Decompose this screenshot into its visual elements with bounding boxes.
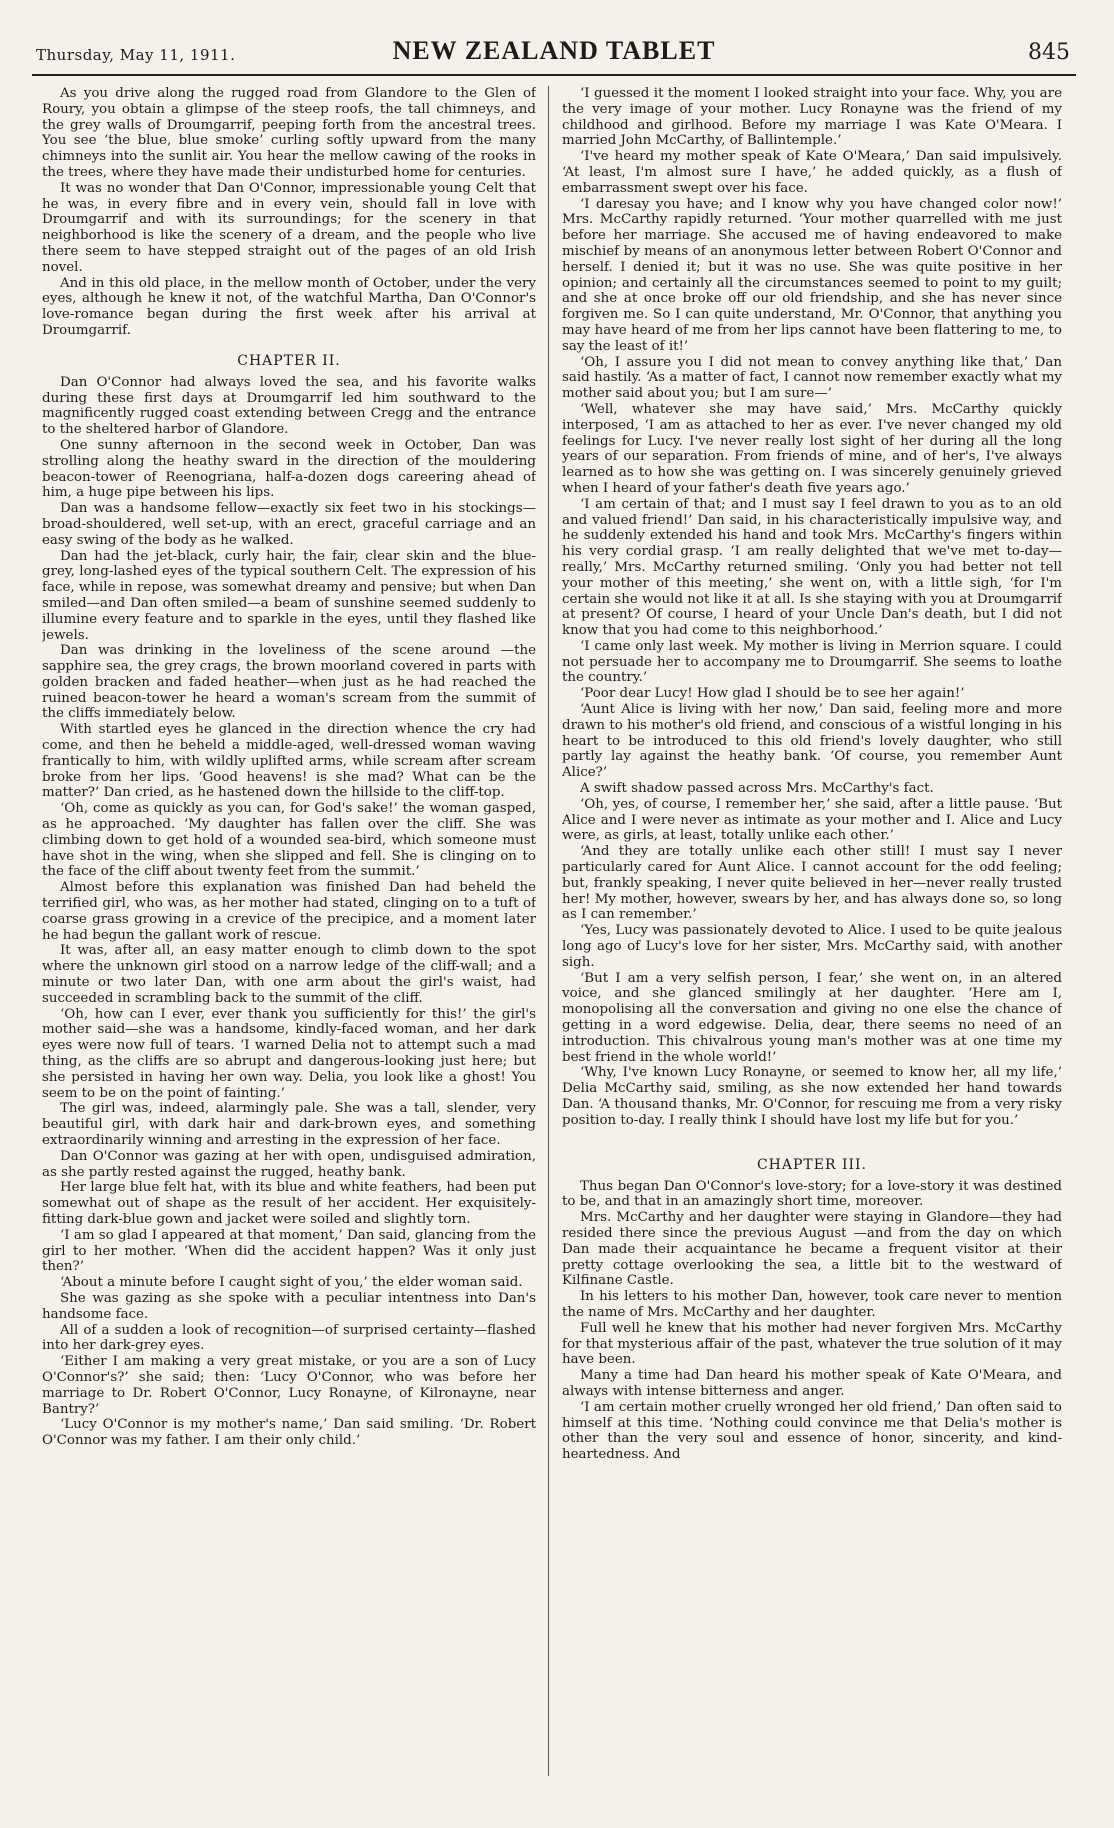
paragraph: ‘Oh, yes, of course, I remember her,’ she said, after a little pause. ‘But Alice and I were never as intimate as your mother and I. Alice and Lucy were, as girls, at least, totally unlike each other.’ bbox=[562, 796, 1062, 844]
paragraph: ‘I am certain of that; and I must say I feel drawn to you as to an old and valued friend!’ Dan said, in his characteristically impulsive way, and he suddenly extended his hand and took Mrs. McCarthy's fingers within his very cordial grasp. ‘I am really delighted that we've met to-day—really,’ Mrs. McCarthy returned smiling. ‘Only you had better not tell your mother of this meeting,’ she went on, with a little sigh, ‘for I'm certain she would not like it at all. Is she staying with you at Droumgarrif at present? Of course, I heard of your Uncle Dan's death, but I did not know that you had come to this neighborhood.’ bbox=[562, 496, 1062, 639]
paragraph: ‘About a minute before I caught sight of you,’ the elder woman said. bbox=[60, 1275, 523, 1291]
paragraph: ‘I am so glad I appeared at that moment,’ Dan said, glancing from the girl to her mother. ‘When did the accident happen? Was it only just then?’ bbox=[42, 1227, 536, 1275]
paragraph: Mrs. McCarthy and her daughter were staying in Glandore—they had resided there since the previous August —and from the day on which Dan made their acquaintance he became a frequent visitor at their pretty cottage overlooking the sea, a little bit to the westward of Kilfinane Castle. bbox=[562, 1210, 1062, 1289]
paragraph: ‘I've heard my mother speak of Kate O'Meara,’ Dan said impulsively. ‘At least, I'm almost sure I have,’ he added quickly, as a flush of embarrassment swept over his face. bbox=[562, 149, 1062, 196]
paragraph: Many a time had Dan heard his mother speak of Kate O'Meara, and always with intense bitterness and anger. bbox=[562, 1368, 1062, 1399]
paragraph: ‘Lucy O'Connor is my mother's name,’ Dan said smiling. ‘Dr. Robert O'Connor was my father. I am their only child.’ bbox=[42, 1417, 536, 1449]
paragraph: With startled eyes he glanced in the direction whence the cry had come, and then he beheld a middle-aged, well-dressed woman waving frantically to him, with wildly uplifted arms, while scream after scream broke from her lips. ‘Good heavens! is she mad? What can be the matter?’ Dan cried, as he hastened down the hillside to the cliff-top. bbox=[42, 722, 536, 801]
paragraph: ‘Well, whatever she may have said,’ Mrs. McCarthy quickly interposed, ‘I am as attached to her as ever. I've never changed my old feelings for Lucy. I've never really lost sight of her during all the long years of our separation. From friends of mine, and of her's, I've always learned as to how she was getting on. I was sincerely genuinely grieved when I heard of your father's death five years ago.’ bbox=[562, 401, 1062, 496]
paragraph: ‘I daresay you have; and I know why you have changed color now!’ Mrs. McCarthy rapidly returned. ‘Your mother quarrelled with me just before her marriage. She accused me of having endeavored to make mischief by means of an anonymous letter between Robert O'Connor and herself. I denied it; but it was no use. She was quite positive in her opinion; and certainly all the circumstances seemed to point to my guilt; and she at once broke off our old friendship, and she has never since forgiven me. So I can quite understand, Mr. O'Connor, that anything you may have heard of me from her lips cannot have been flattering to me, to say the least of it!’ bbox=[562, 196, 1062, 354]
right-column-section-1 bbox=[562, 86, 1062, 1129]
paragraph: ‘I came only last week. My mother is living in Merrion square. I could not persuade her to accompany me to Droumgarrif. She seems to loathe the country.’ bbox=[562, 638, 1062, 686]
paragraph: Thus began Dan O'Connor's love-story; for a love-story it was destined to be, and that in an amazingly short time, moreover. bbox=[562, 1178, 1062, 1210]
left-column-section-2 bbox=[42, 375, 536, 1449]
paragraph: The girl was, indeed, alarmingly pale. She was a tall, slender, very beautiful girl, with dark hair and dark-brown eyes, and something extraordinarily winning and arresting in the expression of her face. bbox=[42, 1101, 536, 1148]
paragraph: ‘Either I am making a very great mistake, or you are a son of Lucy O'Connor's?’ she said; then: ‘Lucy O'Connor, who was before her marriage to Dr. Robert O'Connor, Lucy Ronayne, of Kilronayne, near Bantry?’ bbox=[42, 1354, 536, 1417]
paragraph: Dan had the jet-black, curly hair, the fair, clear skin and the blue-grey, long-lashed eyes of the typical southern Celt. The expression of his face, while in repose, was somewhat dreamy and pensive; but when Dan smiled—and Dan often smiled—a beam of sunshine seemed suddenly to illumine every feature and to sparkle in the eyes, until they flashed like jewels. bbox=[42, 548, 536, 643]
page-number: 845 bbox=[1028, 40, 1070, 65]
paragraph: All of a sudden a look of recognition—of surprised certainty—flashed into her dark-grey eyes. bbox=[42, 1322, 536, 1354]
paragraph: Dan O'Connor was gazing at her with open, undisguised admiration, as she partly rested against the rugged, heathy bank. bbox=[42, 1148, 536, 1180]
paragraph: ‘I am certain mother cruelly wronged her old friend,’ Dan often said to himself at this time. ‘Nothing could convince me that Delia's mother is other than the very soul and essence of honor, sincerity, and kind-heartedness. And bbox=[562, 1399, 1062, 1463]
paragraph: Dan O'Connor had always loved the sea, and his favorite walks during these first days at Droumgarrif led him southward to the magnificently rugged coast extending between Cregg and the entrance to the sheltered harbor of Glandore. bbox=[42, 374, 536, 438]
paragraph: As you drive along the rugged road from Glandore to the Glen of Roury, you obtain a glimpse of the steep roofs, the tall chimneys, and the grey walls of Droumgarrif, peeping forth from the ancestral trees. You see ‘the blue, blue smoke’ curling softly upward from the many chimneys into the sunlit air. You hear the mellow cawing of the rooks in the trees, where they have made their undisturbed home for centuries. bbox=[42, 86, 536, 180]
paragraph: And in this old place, in the mellow month of October, under the very eyes, although he knew it not, of the watchful Martha, Dan O'Connor's love-romance began during the first week after his arrival at Droumgarrif. bbox=[42, 275, 536, 338]
paragraph: It was, after all, an easy matter enough to climb down to the spot where the unknown girl stood on a narrow ledge of the cliff-wall; and a minute or two later Dan, with one arm about the girl's waist, had succeeded in scrambling back to the summit of the cliff. bbox=[42, 943, 536, 1006]
paragraph: ‘Oh, come as quickly as you can, for God's sake!’ the woman gasped, as he approached. ‘My daughter has fallen over the cliff. She was climbing down to get hold of a wounded sea-bird, which someone must have shot in the wing, when she slipped and fell. She is clinging on to the face of the cliff about twenty feet from the summit.’ bbox=[42, 801, 536, 880]
paragraph: Dan was drinking in the loveliness of the scene around —the sapphire sea, the grey crags, the brown moorland covered in parts with golden bracken and faded heather—when just as he had reached the ruined beacon-tower he heard a woman's scream from the summit of the cliffs immediately below. bbox=[42, 643, 536, 722]
paragraph: ‘Yes, Lucy was passionately devoted to Alice. I used to be quite jealous long ago of Lucy's love for her sister, Mrs. McCarthy said, with another sigh. bbox=[562, 923, 1062, 970]
chapter-heading: CHAPTER II. bbox=[237, 352, 341, 369]
paragraph: ‘Poor dear Lucy! How glad I should be to see her again!’ bbox=[580, 686, 965, 702]
paragraph: Dan was a handsome fellow—exactly six feet two in his stockings—broad-shouldered, well set-up, with an erect, graceful carriage and an easy swing of the body as he walked. bbox=[42, 501, 536, 548]
paragraph: ‘Aunt Alice is living with her now,’ Dan said, feeling more and more drawn to his mother's old friend, and conscious of a wistful longing in his heart to be introduced to this old friend's lovely daughter, who still partly lay against the heathy bank. ‘Of course, you remember Aunt Alice?’ bbox=[562, 702, 1062, 781]
paragraph: ‘Why, I've known Lucy Ronayne, or seemed to know her, all my life,’ Delia McCarthy said, smiling, as she now extended her hand towards Dan. ‘A thousand thanks, Mr. O'Connor, for rescuing me from a very risky position to-day. I really think I should have lost my life but for you.’ bbox=[562, 1065, 1062, 1128]
paragraph: Her large blue felt hat, with its blue and white feathers, had been put somewhat out of shape as the result of her accident. Her exquisitely-fitting dark-blue gown and jacket were soiled and slightly torn. bbox=[42, 1180, 536, 1227]
right-column-section-2 bbox=[562, 1179, 1062, 1463]
paragraph: ‘Oh, I assure you I did not mean to convey anything like that,’ Dan said hastily. ‘As a matter of fact, I cannot now remember exactly what my mother said about you; but I am sure—’ bbox=[562, 354, 1062, 402]
left-column bbox=[42, 86, 536, 1816]
right-column bbox=[562, 86, 1062, 1816]
issue-date: Thursday, May 11, 1911. bbox=[36, 46, 236, 64]
paragraph: She was gazing as she spoke with a peculiar intentness into Dan's handsome face. bbox=[42, 1290, 536, 1322]
paragraph: ‘But I am a very selfish person, I fear,’ she went on, in an altered voice, and she glanced smilingly at her daughter. ‘Here am I, monopolising all the conversation and giving no one else the chance of getting in a word edgewise. Delia, dear, there seems no need of an introduction. This chivalrous young man's mother was at one time my best friend in the whole world!’ bbox=[562, 970, 1062, 1065]
chapter-heading: CHAPTER III. bbox=[756, 1156, 868, 1173]
article-columns bbox=[32, 86, 1076, 1816]
paragraph: In his letters to his mother Dan, however, took care never to mention the name of Mrs. McCarthy and her daughter. bbox=[562, 1289, 1062, 1320]
paragraph: Almost before this explanation was finished Dan had beheld the terrified girl, who was, as her mother had stated, clinging on to a tuft of coarse grass growing in a crevice of the precipice, and a moment later he had begun the gallant work of rescue. bbox=[42, 880, 536, 943]
newspaper-page bbox=[32, 36, 1076, 1816]
paragraph: It was no wonder that Dan O'Connor, impressionable young Celt that he was, in every fibre and in every vein, should fall in love with Droumgarrif and with its surroundings; for the scenery in that neighborhood is like the scenery of a dream, and the people who live there seem to have stepped straight out of the pages of an old Irish novel. bbox=[42, 180, 536, 275]
left-column-section-1 bbox=[42, 86, 536, 339]
newspaper-title: NEW ZEALAND TABLET bbox=[392, 36, 716, 65]
paragraph: ‘And they are totally unlike each other still! I must say I never particularly cared for Aunt Alice. I cannot account for the odd feeling; but, frankly speaking, I never quite believed in her—never really trusted her! My mother, however, swears by her, and has always done so, so long as I can remember.’ bbox=[562, 844, 1062, 923]
column-divider bbox=[548, 86, 549, 1776]
paragraph: Full well he knew that his mother had never forgiven Mrs. McCarthy for that mysterious affair of the past, whatever the true solution of it may have been. bbox=[562, 1320, 1062, 1368]
paragraph: ‘Oh, how can I ever, ever thank you sufficiently for this!’ the girl's mother said—she was a handsome, kindly-faced woman, and her dark eyes were now full of tears. ‘I warned Delia not to attempt such a mad thing, as the cliffs are so abrupt and dangerous-looking just here; but she persisted in having her own way. Delia, you look like a ghost! You seem to be on the point of fainting.’ bbox=[42, 1006, 536, 1101]
paragraph: ‘I guessed it the moment I looked straight into your face. Why, you are the very image of your mother. Lucy Ronayne was the friend of my childhood and girlhood. Before my marriage I was Kate O'Meara. I married John McCarthy, of Ballintemple.’ bbox=[562, 86, 1062, 149]
paragraph: A swift shadow passed across Mrs. McCarthy's fact. bbox=[580, 781, 934, 797]
paragraph: One sunny afternoon in the second week in October, Dan was strolling along the heathy sward in the direction of the mouldering beacon-tower of Reenogriana, half-a-dozen dogs careering ahead of him, a huge pipe between his lips. bbox=[42, 437, 536, 501]
page-header bbox=[32, 36, 1076, 76]
